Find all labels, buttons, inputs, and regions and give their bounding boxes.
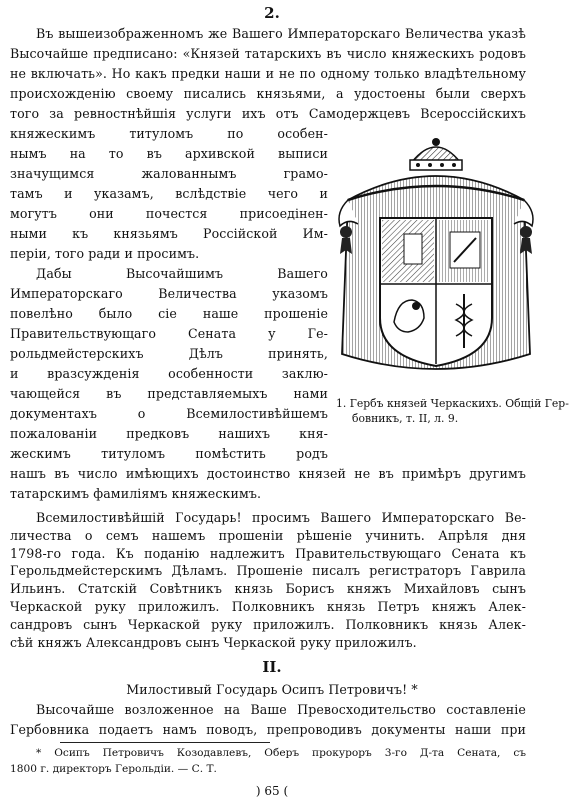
text-line: Правительствующаго Сената у Ге- — [10, 326, 328, 341]
footnote-line: * Осипъ Петровичъ Козодавлевъ, Оберъ прокуроръ 3-го Д-та Сената, съ — [36, 747, 526, 759]
text-line: татарскимъ фамиліямъ княжескимъ. — [10, 486, 262, 501]
text-line: повелѣно было сіе наше прошеніе — [10, 306, 328, 321]
text-line: сандровъ сынъ Черкаской руку приложилъ. Полковникъ князь Алек- — [10, 616, 526, 632]
text-line: Дабы Высочайшимъ Вашего — [36, 266, 328, 281]
text-line: Высочайше предписано: «Князей татарскихъ въ число княжескихъ родовъ — [10, 46, 526, 61]
text-line: періи, того ради и просимъ. — [10, 246, 200, 261]
text-line: Герольдмейстерскимъ Дѣламъ. Прошеніе писалъ регистраторъ Гаврила — [10, 563, 526, 579]
text-line: пожалованіи предковъ нашихъ кня- — [10, 426, 328, 441]
figure-caption-line: 1. Гербъ князей Черкаскихъ. Общій Гер- — [336, 397, 569, 410]
text-line: Всемилостивѣйшій Государь! просимъ Вашего Императорскаго Ве- — [36, 510, 526, 525]
crown-icon — [410, 138, 462, 170]
section-number: II. — [262, 658, 282, 676]
text-line: и вразсужденія особенности заклю- — [10, 366, 328, 381]
text-line: чающейся въ представляемыхъ нами — [10, 386, 328, 401]
text-line: не включать». Но какъ предки наши и не по одному только владѣтельному — [10, 66, 526, 81]
text-line: жескимъ титуломъ помѣстить родъ — [10, 446, 328, 461]
text-line: того за ревностнѣйшія услуги ихъ отъ Самодержцевъ Всероссійскихъ — [10, 106, 526, 121]
page-number: ) 65 ( — [255, 784, 289, 798]
figure-caption-line: бовникъ, т. II, л. 9. — [352, 412, 459, 425]
salutation: Милостивый Государь Осипъ Петровичъ! * — [126, 682, 418, 697]
text-line: могутъ они почестся присоедінен- — [10, 206, 328, 221]
text-line: рольдмейстерскихъ Дѣлъ принять, — [10, 346, 328, 361]
text-line: ными къ князьямъ Россійской Им- — [10, 226, 328, 241]
coat-of-arms-illustration — [328, 122, 544, 384]
page-marker: 2. — [264, 4, 280, 22]
text-line: княжескимъ титуломъ по особен- — [10, 126, 328, 141]
text-line: Ильинъ. Статскій Совѣтникъ князь Борисъ княжъ Михайловъ сынъ — [10, 581, 526, 597]
text-line: Высочайше возложенное на Ваше Превосходительство составленіе — [36, 702, 526, 717]
text-line: личества о семъ нашемъ прошеніи рѣшеніе учинить. Апрѣля дня — [10, 527, 526, 543]
text-line: значущимся жалованнымъ грамо- — [10, 166, 328, 181]
text-line: Черкаской руку приложилъ. Полковникъ князь Петръ княжъ Алек- — [10, 599, 526, 614]
text-line: нашъ въ число имѣющихъ достоинство князей не въ примѣръ другимъ — [10, 466, 526, 481]
text-line: сѣй княжъ Александровъ сынъ Черкаской руку приложилъ. — [10, 634, 417, 650]
text-line: Императорскаго Величества указомъ — [10, 286, 328, 301]
text-line: Въ вышеизображенномъ же Вашего Императорскаго Величества указѣ — [36, 26, 526, 41]
footnote-divider — [60, 742, 270, 743]
text-line: тамъ и указамъ, вслѣдствіе чего и — [10, 186, 328, 201]
text-line: происхожденію своему писались князьями, а удостоены были сверхъ — [10, 86, 526, 101]
shield-icon — [380, 218, 492, 366]
text-line: Гербовника подаетъ намъ поводъ, препроводивъ документы наши при — [10, 720, 526, 740]
text-line: 1798-го года. Къ поданію надлежитъ Правительствующаго Сената къ — [10, 545, 526, 561]
footnote-line: 1800 г. директоръ Герольдіи. — С. Т. — [10, 763, 217, 775]
text-line: документахъ о Всемилостивѣйшемъ — [10, 406, 328, 421]
text-line: нымъ на то въ архивской выписи — [10, 146, 328, 161]
